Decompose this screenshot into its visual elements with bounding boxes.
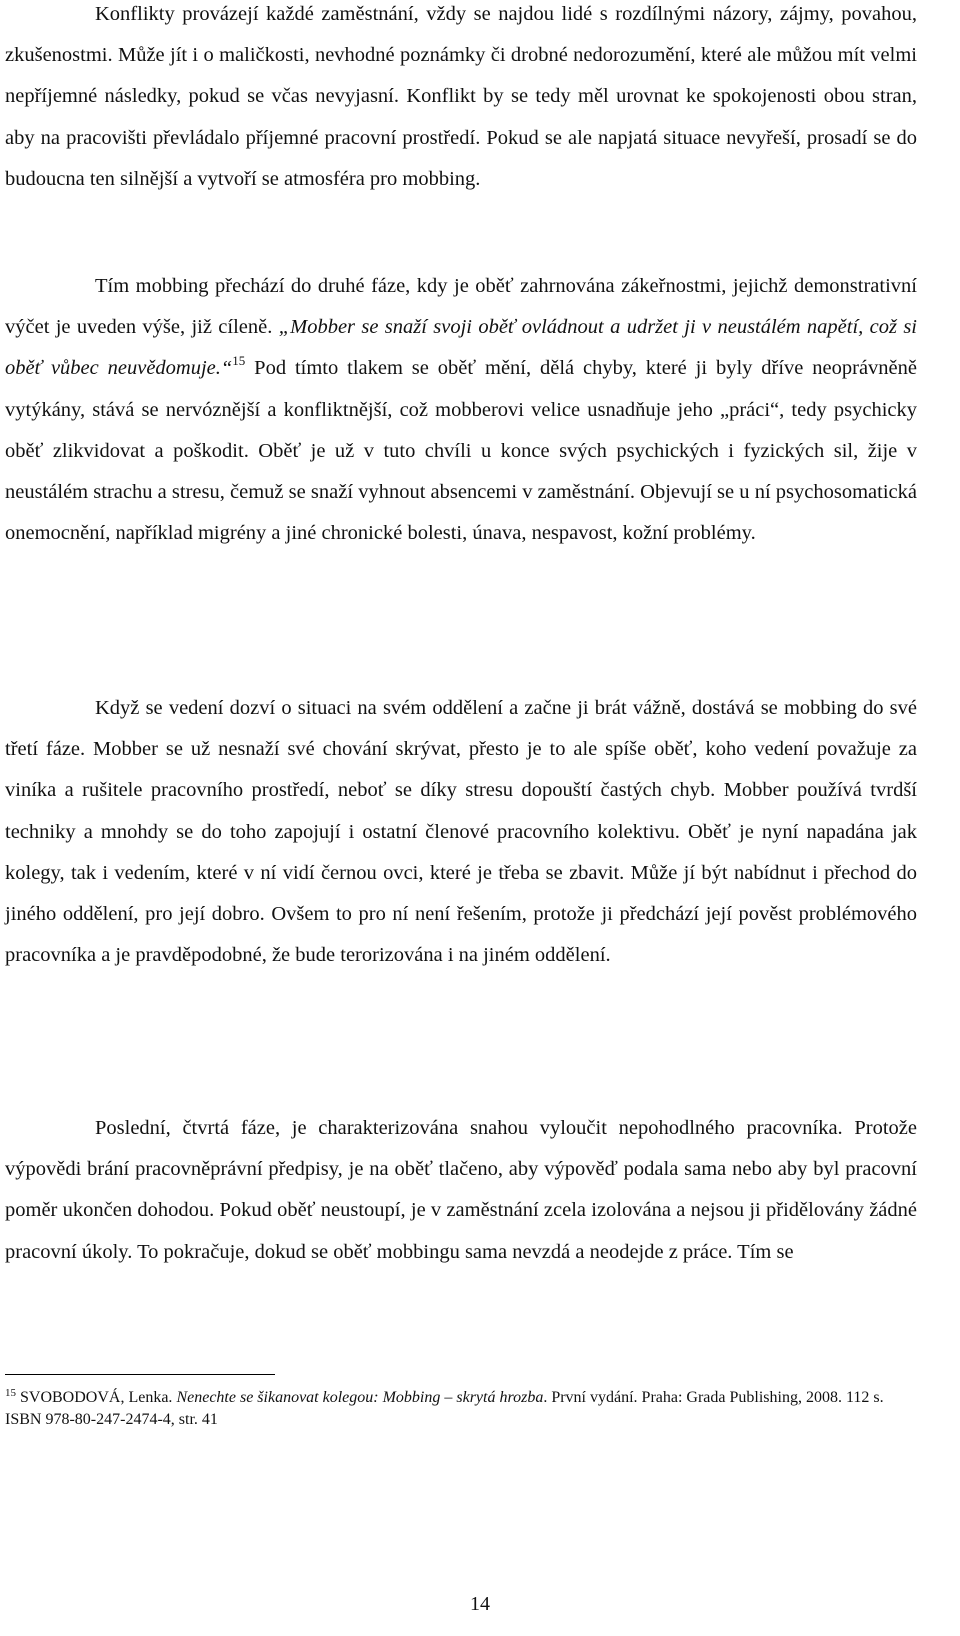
footnote (5, 1387, 917, 1431)
paragraph-4 (5, 1108, 917, 1273)
footnote-author: SVOBODOVÁ, Lenka. (20, 1389, 173, 1406)
footnote-publication: . První vydání. Praha: Grada Publishing, 2008. 112 s. ISBN 978-80-247-2474-4, str. 41 (5, 1389, 884, 1428)
paragraph-1-text: Konflikty provázejí každé zaměstnání, vždy se najdou lidé s rozdílnými názory, zájmy, povahou, zkušenostmi. Může jít i o maličkosti, nevhodné poznámky či drobné nedorozumění, které ale můžou mít velmi nepříjemné následky, pokud se včas nevyjasní. Konflikt by se tedy měl urovnat ke spokojenosti obou stran, aby na pracovišti převládalo příjemné pracovní prostředí. Pokud se ale napjatá situace nevyřeší, prosadí se do budoucna ten silnější a vytvoří se atmosféra pro mobbing. (5, 3, 917, 190)
quotation: „Mobber se snaží svoji oběť ovládnout a udržet ji v neustálém napětí, což si oběť vůbec neuvědomuje.“ (5, 316, 917, 380)
footnote-title: Nenechte se šikanovat kolegou: Mobbing – skrytá hrozba (176, 1389, 544, 1406)
paragraph-1 (5, 0, 917, 200)
paragraph-2-intro: Tím mobbing přechází do druhé fáze, kdy je oběť zahrnována zákeřnostmi, jejichž demonstrativní výčet je uveden výše, již cíleně. (5, 275, 917, 339)
paragraph-3 (5, 688, 917, 976)
paragraph-2 (5, 266, 917, 554)
paragraph-2-continuation: Pod tímto tlakem se oběť mění, dělá chyby, které ji byly dříve neoprávněně vytýkány, stává se nervóznější a konfliktnější, což mobberovi velice usnadňuje jeho „práci“, tedy psychicky oběť zlikvidovat a poškodit. Oběť je už v tuto chvíli u konce svých psychických i fyzických sil, žije v neustálém strachu a stresu, čemuž se snaží vyhnout absencemi v zaměstnání. Objevují se u ní psychosomatická onemocnění, například migrény a jiné chronické bolesti, únava, nespavost, kožní problémy. (5, 357, 917, 545)
footnote-separator (5, 1374, 275, 1375)
footnote-number: 15 (5, 1387, 16, 1399)
paragraph-4-text: Poslední, čtvrtá fáze, je charakterizována snahou vyloučit nepohodlného pracovníka. Protože výpovědi brání pracovněprávní předpisy, je na oběť tlačeno, aby výpověď podala sama nebo aby byl pracovní poměr ukončen dohodou. Pokud oběť neustoupí, je v zaměstnání zcela izolována a nejsou ji přidělovány žádné pracovní úkoly. To pokračuje, dokud se oběť mobbingu sama nevzdá a neodejde z práce. Tím se (5, 1117, 917, 1263)
page-number: 14 (470, 1593, 490, 1615)
paragraph-3-text: Když se vedení dozví o situaci na svém oddělení a začne ji brát vážně, dostává se mobbing do své třetí fáze. Mobber se už nesnaží své chování skrývat, přesto je to ale spíše oběť, koho vedení považuje za viníka a rušitele pracovního prostředí, neboť se díky stresu dopouští častých chyb. Mobber používá tvrdší techniky a mnohdy se do toho zapojují i ostatní členové pracovního kolektivu. Oběť je nyní napadána jak kolegy, tak i vedením, které v ní vidí černou ovci, které je třeba se zbavit. Může jí být nabídnut i přechod do jiného oddělení, pro její dobro. Ovšem to pro ní není řešením, protože ji předchází její pověst problémového pracovníka a je pravděpodobné, že bude terorizována i na jiném oddělení. (5, 697, 917, 967)
footnote-reference: 15 (232, 353, 246, 369)
